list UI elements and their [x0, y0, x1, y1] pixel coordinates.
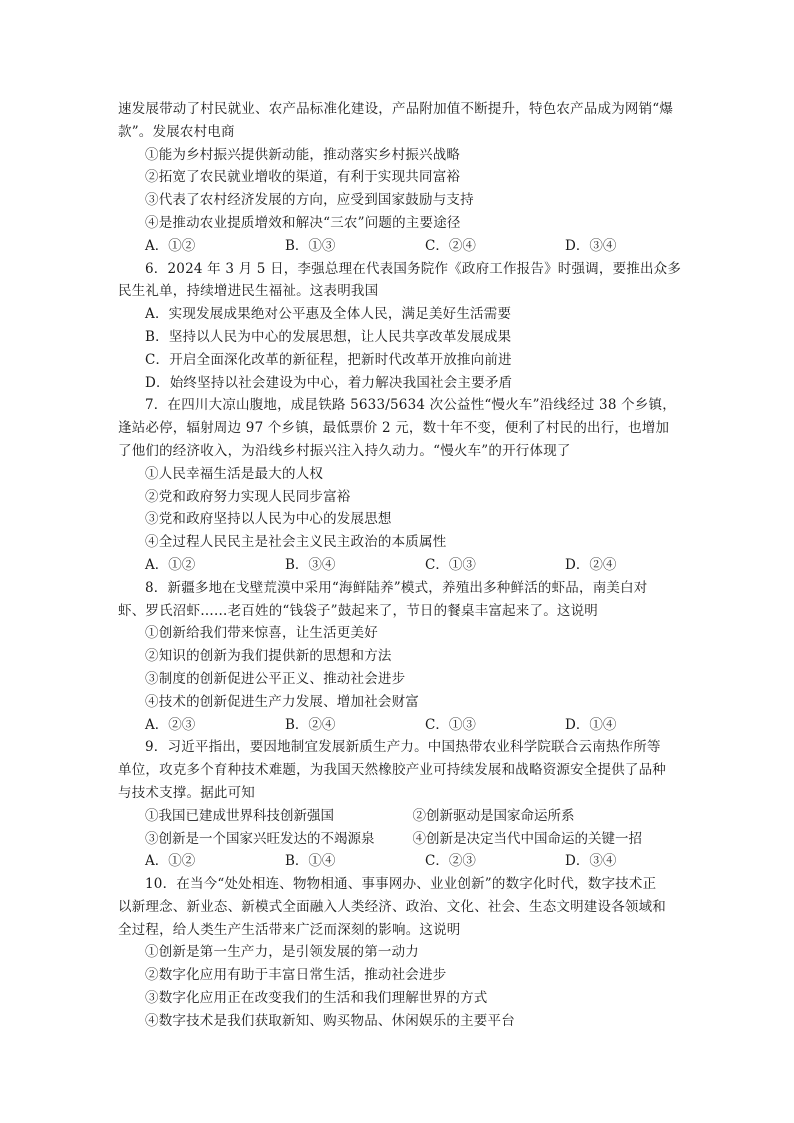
q9-stem-line-3: 与技术支撑。据此可知	[118, 784, 255, 801]
q6-choice-d[interactable]: D．始终坚持以社会建设为中心，着力解决我国社会主要矛盾	[145, 374, 513, 391]
q9-stem-line-2: 单位，攻克多个育种技术难题，为我国天然橡胶产业可持续发展和战略资源安全提供了品种	[118, 762, 666, 779]
q5-option-a[interactable]: A．①②	[145, 237, 196, 254]
q9-statement-3: ③创新是一个国家兴旺发达的不竭源泉	[145, 830, 375, 847]
q9-statement-4: ④创新是决定当代中国命运的关键一招	[412, 830, 642, 847]
q9-statements-row-2	[118, 828, 680, 851]
q9-statement-2: ②创新驱动是国家命运所系	[412, 807, 575, 824]
q7-option-a[interactable]: A．①②	[145, 556, 196, 573]
q10-statement-2: ②数字化应用有助于丰富日常生活，推动社会进步	[145, 967, 447, 984]
q7-statement-2: ②党和政府努力实现人民同步富裕	[145, 488, 351, 505]
q7-option-c[interactable]: C．①③	[425, 556, 476, 573]
q8-statement-1: ①创新给我们带来惊喜，让生活更美好	[145, 625, 378, 642]
q7-statement-1: ①人民幸福生活是最大的人权	[145, 465, 324, 482]
q5-option-d[interactable]: D．③④	[565, 237, 617, 254]
q5-statement-4: ④是推动农业提质增效和解决“三农”问题的主要途径	[145, 214, 461, 231]
q5-option-c[interactable]: C．②④	[425, 237, 476, 254]
q8-stem-line-1: 8．新疆多地在戈壁荒漠中采用“海鲜陆养”模式，养殖出多种鲜活的虾品，南美白对	[145, 579, 648, 596]
q5-statement-1: ①能为乡村振兴提供新动能，推动落实乡村振兴战略	[145, 146, 461, 163]
q8-statement-3: ③制度的创新促进公平正义、推动社会进步	[145, 670, 406, 687]
q8-option-c[interactable]: C．①③	[425, 716, 476, 733]
q5-stem-line-1: 速发展带动了村民就业、农产品标准化建设，产品附加值不断提升，特色农产品成为网销“爆	[118, 101, 674, 117]
q8-statement-2: ②知识的创新为我们提供新的思想和方法	[145, 648, 392, 665]
q9-option-d[interactable]: D．③④	[565, 853, 617, 870]
q9-options	[118, 850, 680, 873]
q8-option-b[interactable]: B．②④	[285, 716, 336, 733]
q7-option-d[interactable]: D．②④	[565, 556, 617, 573]
q6-stem-line-1: 6．2024 年 3 月 5 日，李强总理在代表国务院作《政府工作报告》时强调，要推出众多	[145, 260, 682, 277]
q5-statement-3: ③代表了农村经济发展的方向，应受到国家鼓励与支持	[145, 192, 474, 209]
q9-statements-row-1	[118, 805, 680, 828]
q9-stem-line-1: 9．习近平指出，要因地制宜发展新质生产力。中国热带农业科学院联合云南热作所等	[145, 739, 661, 756]
q10-stem-line-2: 以新理念、新业态、新模式全面融入人类经济、政治、文化、社会、生态文明建设各领域和	[118, 898, 666, 915]
q10-stem-line-3: 全过程，给人类生产生活带来广泛而深刻的影响。这说明	[118, 921, 461, 938]
q10-statement-4: ④数字技术是我们获取新知、购买物品、休闲娱乐的主要平台	[145, 1012, 515, 1029]
q7-statement-4: ④全过程人民民主是社会主义民主政治的本质属性	[145, 534, 447, 551]
q5-statement-2: ②拓宽了农民就业增收的渠道，有利于实现共同富裕	[145, 169, 461, 186]
q8-option-d[interactable]: D．①④	[565, 716, 617, 733]
q8-options	[118, 714, 680, 737]
q7-stem-line-1: 7．在四川大凉山腹地，成昆铁路 5633/5634 次公益性“慢火车”沿线经过 38 个乡镇，	[145, 397, 676, 414]
q5-stem-line-2: 款”。发展农村电商	[118, 123, 235, 140]
q6-choice-c[interactable]: C．开启全面深化改革的新征程，把新时代改革开放推向前进	[145, 351, 512, 368]
q9-option-b[interactable]: B．①④	[285, 853, 336, 870]
q7-statement-3: ③党和政府坚持以人民为中心的发展思想	[145, 511, 392, 528]
q7-stem-line-3: 了他们的经济收入，为沿线乡村振兴注入持久动力。“慢火车”的开行体现了	[118, 442, 571, 459]
q10-statement-1: ①创新是第一生产力，是引领发展的第一动力	[145, 944, 419, 961]
q9-option-c[interactable]: C．②③	[425, 853, 476, 870]
q10-statement-3: ③数字化应用正在改变我们的生活和我们理解世界的方式	[145, 990, 488, 1007]
q8-statement-4: ④技术的创新促进生产力发展、增加社会财富	[145, 693, 419, 710]
q5-options	[118, 235, 680, 258]
q10-stem-line-1: 10．在当今“处处相连、物物相通、事事网办、业业创新”的数字化时代，数字技术正	[145, 876, 657, 893]
q7-options	[118, 554, 680, 577]
q8-stem-line-2: 虾、罗氏沼虾……老百姓的“钱袋子”鼓起来了，节日的餐桌丰富起来了。这说明	[118, 602, 599, 619]
q9-option-a[interactable]: A．①②	[145, 853, 196, 870]
q6-choice-a[interactable]: A．实现发展成果绝对公平惠及全体人民，满足美好生活需要	[145, 306, 512, 323]
q7-stem-line-2: 逢站必停，辐射周边 97 个乡镇，最低票价 2 元，数十年不变，便利了村民的出行，也增加	[118, 420, 670, 437]
page-content	[118, 98, 680, 1033]
q6-choice-b[interactable]: B．坚持以人民为中心的发展思想，让人民共享改革发展成果	[145, 328, 512, 345]
q7-option-b[interactable]: B．③④	[285, 556, 336, 573]
q6-stem-line-2: 民生礼单，持续增进民生福祉。这表明我国	[118, 283, 379, 300]
q8-option-a[interactable]: A．②③	[145, 716, 196, 733]
q5-option-b[interactable]: B．①③	[285, 237, 336, 254]
q9-statement-1: ①我国已建成世界科技创新强国	[145, 807, 334, 824]
